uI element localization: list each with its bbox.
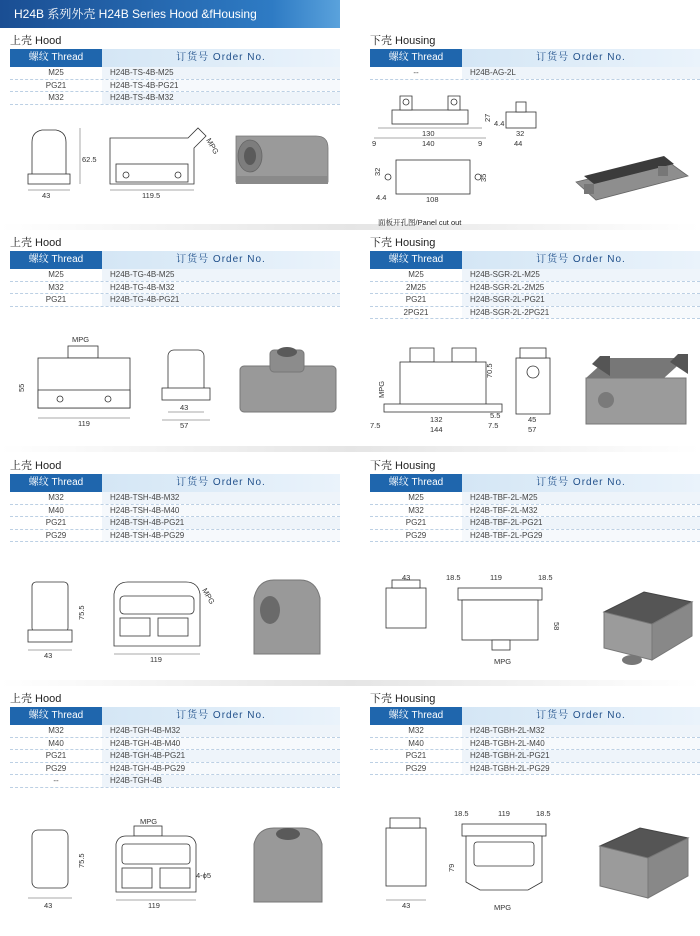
table-row (10, 517, 340, 530)
dim-57-label: 57 (180, 421, 189, 430)
dim-mpg-label: MPG (494, 903, 512, 912)
dim-44-label: 4.4 (494, 119, 505, 128)
order-header: 订货号 Order No. (462, 251, 700, 269)
dim-9-right-label: 9 (478, 139, 483, 148)
dim-44b-label: 44 (514, 139, 523, 148)
dim-9-label: 9 (372, 139, 377, 148)
table-row (10, 725, 340, 738)
table-body (10, 67, 340, 105)
table-body (370, 725, 700, 775)
thread-header: 螺纹 Thread (10, 251, 102, 269)
thread-cell: M32 (48, 726, 64, 735)
order-header: 订货号 Order No. (102, 474, 340, 492)
section-title: 下壳 Housing (370, 460, 436, 472)
table-row (10, 492, 340, 505)
table-row (370, 492, 700, 505)
dim-43-label: 43 (44, 901, 53, 910)
table-row (10, 67, 340, 80)
table-row (370, 67, 700, 80)
order-no-cell: H24B-AG-2L (462, 67, 700, 79)
dim-mpg-label: MPG (200, 586, 217, 606)
thread-cell: M32 (48, 93, 64, 102)
table-body (370, 492, 700, 542)
dim-27-label: 27 (483, 113, 492, 122)
thread-cell: PG21 (45, 751, 67, 760)
housing-section-tbf (370, 459, 700, 542)
table-header (10, 49, 340, 67)
section-divider (0, 680, 700, 686)
table-row (370, 294, 700, 307)
dim-130-label: 130 (422, 129, 435, 138)
order-no-cell: H24B-TSH-4B-PG21 (102, 517, 340, 529)
dim-140-label: 140 (422, 139, 435, 148)
dim-43-label: 43 (402, 901, 411, 910)
order-no-cell: H24B-TS-4B-PG21 (102, 80, 340, 92)
table-row (10, 738, 340, 751)
hood-tg-drawings (10, 330, 350, 432)
thread-cell: PG21 (405, 518, 427, 527)
housing-tbf-drawings (370, 572, 700, 672)
thread-cell: M25 (48, 68, 64, 77)
thread-cell: M25 (408, 493, 424, 502)
order-no-cell: H24B-TBF-2L-PG29 (462, 530, 700, 542)
hood-tg-side-view (168, 350, 204, 394)
thread-cell: PG21 (405, 751, 427, 760)
table-row (370, 282, 700, 295)
hood-tg-photo (240, 366, 336, 412)
section-title: 下壳 Housing (370, 35, 436, 47)
dim-70.5-label: 70.5 (485, 363, 494, 378)
housing-top-view (392, 110, 468, 124)
thread-header: 螺纹 Thread (370, 49, 462, 67)
hood-section-tgh (10, 692, 340, 788)
order-header: 订货号 Order No. (102, 707, 340, 725)
hood-tsh-drawings (10, 574, 350, 668)
order-no-cell: H24B-TGH-4B (102, 775, 340, 787)
dim-mpg-label: MPG (204, 136, 221, 156)
dim-132-label: 132 (430, 415, 443, 424)
dim-length-label: 119.5 (142, 191, 161, 198)
section-divider (0, 446, 700, 452)
section-title: 上壳 Hood (10, 35, 62, 47)
section-title: 下壳 Housing (370, 693, 436, 705)
table-header (370, 474, 700, 492)
dim-57-label: 57 (528, 425, 537, 434)
order-no-cell: H24B-TGH-4B-PG29 (102, 763, 340, 775)
order-no-cell: H24B-SGR-2L-M25 (462, 269, 700, 281)
hood-tgh-side-view (32, 830, 68, 888)
dim-119-label: 119 (148, 901, 160, 910)
table-header (10, 251, 340, 269)
dim-18.5-right-label: 18.5 (536, 809, 551, 818)
hood-section-tg (10, 236, 340, 307)
dim-55-label: 55 (17, 383, 26, 392)
dim-18.5-left-label: 18.5 (446, 573, 461, 582)
dim-119-label: 119 (150, 655, 162, 664)
table-body (370, 67, 700, 80)
housing-tbf-front-view (458, 588, 542, 600)
housing-section-sgr (370, 236, 700, 319)
dim-cut-32-label: 32 (373, 167, 382, 176)
table-body (10, 725, 340, 788)
dim-43-label: 43 (402, 573, 411, 582)
table-row (10, 282, 340, 295)
thread-header: 螺纹 Thread (10, 49, 102, 67)
section-title: 上壳 Hood (10, 237, 62, 249)
table-row (370, 750, 700, 763)
thread-cell: M25 (48, 270, 64, 279)
housing-ag-drawings (370, 92, 700, 222)
order-no-cell: H24B-SGR-2L-PG21 (462, 294, 700, 306)
dim-119-label: 119 (78, 419, 90, 428)
thread-cell: M40 (408, 738, 424, 748)
order-no-cell: H24B-TGH-4B-M32 (102, 725, 340, 737)
order-no-cell: H24B-TBF-2L-M32 (462, 505, 700, 517)
housing-section-ag (370, 34, 700, 80)
order-no-cell: H24B-TBF-2L-M25 (462, 492, 700, 504)
thread-header: 螺纹 Thread (10, 707, 102, 725)
order-no-cell: H24B-TSH-4B-M40 (102, 505, 340, 517)
hood-section-ts (10, 34, 340, 105)
table-row (10, 750, 340, 763)
thread-cell: PG21 (45, 80, 67, 90)
thread-cell: 2M25 (405, 282, 426, 292)
table-row (10, 775, 340, 788)
dim-75.5-label: 75.5 (77, 853, 86, 868)
housing-sgr-drawings (370, 338, 700, 438)
thread-cell: PG21 (45, 295, 67, 304)
table-row (370, 269, 700, 282)
table-body (370, 269, 700, 319)
table-row (370, 738, 700, 751)
thread-header: 螺纹 Thread (370, 707, 462, 725)
hood-tgh-drawings (10, 818, 350, 918)
dim-79-label: 79 (447, 863, 456, 872)
dim-43-label: 43 (180, 403, 189, 412)
order-header: 订货号 Order No. (462, 474, 700, 492)
table-row (10, 505, 340, 518)
table-header (10, 474, 340, 492)
dim-mpg-label: MPG (140, 818, 158, 826)
order-no-cell: H24B-SGR-2L-2M25 (462, 282, 700, 294)
thread-cell: 2PG21 (403, 307, 429, 317)
table-row (10, 269, 340, 282)
dim-32-label: 32 (516, 129, 525, 138)
dim-mpg-label: MPG (72, 335, 90, 344)
order-no-cell: H24B-SGR-2L-2PG21 (462, 307, 700, 319)
section-title: 下壳 Housing (370, 237, 436, 249)
dim-width-label: 43 (42, 191, 51, 198)
section-title: 上壳 Hood (10, 460, 62, 472)
housing-tgbh-front-view (462, 824, 546, 836)
thread-cell: M40 (48, 738, 64, 748)
dim-35-label: 35 (479, 173, 488, 182)
table-row (10, 92, 340, 105)
table-row (10, 80, 340, 93)
dim-18.5-left-label: 18.5 (454, 809, 469, 818)
thread-cell: M32 (48, 493, 64, 502)
table-row (370, 725, 700, 738)
thread-header: 螺纹 Thread (10, 474, 102, 492)
housing-section-tgbh (370, 692, 700, 775)
hood-section-tsh (10, 459, 340, 542)
dim-height-label: 62.5 (82, 155, 97, 164)
order-header: 订货号 Order No. (102, 251, 340, 269)
section-title: 上壳 Hood (10, 693, 62, 705)
housing-tgbh-side-view (386, 828, 426, 886)
table-row (370, 517, 700, 530)
table-row (10, 530, 340, 543)
table-row (370, 530, 700, 543)
thread-cell: M32 (48, 282, 64, 292)
table-header (370, 707, 700, 725)
thread-cell: PG29 (405, 763, 427, 773)
panel-cutout-caption: 面板开孔图/Panel cut out (378, 218, 462, 227)
dim-119-label: 119 (490, 573, 502, 582)
order-header: 订货号 Order No. (102, 49, 340, 67)
order-no-cell: H24B-TGBH-2L-M32 (462, 725, 700, 737)
dim-mpg-label: MPG (377, 380, 386, 398)
table-row (370, 505, 700, 518)
thread-cell: PG21 (45, 518, 67, 527)
order-no-cell: H24B-TGH-4B-PG21 (102, 750, 340, 762)
dim-43-label: 43 (44, 651, 53, 660)
thread-cell: M25 (408, 270, 424, 279)
order-no-cell: H24B-TG-4B-PG21 (102, 294, 340, 306)
dim-119-label: 119 (498, 809, 510, 818)
dim-144-label: 144 (430, 425, 443, 434)
dim-5.5-label: 5.5 (490, 411, 501, 420)
dim-7.5-right-label: 7.5 (488, 421, 499, 430)
table-row (370, 307, 700, 320)
dim-45-label: 45 (528, 415, 537, 424)
hood-ts-drawings (10, 118, 350, 198)
dim-7.5-left-label: 7.5 (370, 421, 381, 430)
order-no-cell: H24B-TGBH-2L-PG29 (462, 763, 700, 775)
thread-cell: PG29 (45, 763, 67, 773)
table-row (10, 294, 340, 307)
order-no-cell: H24B-TBF-2L-PG21 (462, 517, 700, 529)
order-no-cell: H24B-TG-4B-M32 (102, 282, 340, 294)
housing-side-view (506, 112, 536, 128)
order-no-cell: H24B-TS-4B-M32 (102, 92, 340, 104)
order-no-cell: H24B-TSH-4B-PG29 (102, 530, 340, 542)
housing-tbf-side-view (386, 588, 426, 628)
order-no-cell: H24B-TGBH-2L-PG21 (462, 750, 700, 762)
hood-tsh-side-view (32, 582, 68, 632)
dim-mpg-label: MPG (494, 657, 512, 666)
thread-header: 螺纹 Thread (370, 251, 462, 269)
order-header: 订货号 Order No. (462, 49, 700, 67)
order-no-cell: H24B-TSH-4B-M32 (102, 492, 340, 504)
thread-cell: M32 (408, 505, 424, 515)
order-no-cell: H24B-TS-4B-M25 (102, 67, 340, 79)
thread-cell: PG21 (405, 295, 427, 304)
thread-cell: M40 (48, 505, 64, 515)
thread-cell: M32 (408, 726, 424, 735)
table-body (10, 269, 340, 307)
order-no-cell: H24B-TG-4B-M25 (102, 269, 340, 281)
dim-18.5-right-label: 18.5 (538, 573, 553, 582)
thread-cell: PG29 (45, 530, 67, 540)
table-body (10, 492, 340, 542)
dim-holes-label: 4-ϕ5 (196, 871, 212, 880)
housing-sgr-front-view (400, 362, 486, 406)
dim-cut-44-label: 4.4 (376, 193, 387, 202)
dim-75.5-label: 75.5 (77, 605, 86, 620)
dim-108-label: 108 (426, 195, 439, 204)
thread-cell: PG29 (405, 530, 427, 540)
table-header (10, 707, 340, 725)
table-row (370, 763, 700, 776)
order-no-cell: H24B-TGBH-2L-M40 (462, 738, 700, 750)
table-header (370, 251, 700, 269)
thread-cell: -- (53, 776, 59, 785)
section-divider (0, 224, 700, 230)
thread-cell: -- (413, 68, 419, 77)
table-header (370, 49, 700, 67)
table-row (10, 763, 340, 776)
order-header: 订货号 Order No. (462, 707, 700, 725)
order-no-cell: H24B-TGH-4B-M40 (102, 738, 340, 750)
thread-header: 螺纹 Thread (370, 474, 462, 492)
dim-58-label: 58 (552, 622, 561, 631)
housing-tgbh-drawings (370, 806, 700, 918)
panel-cutout-view (396, 160, 470, 194)
page-banner: H24B 系列外壳 H24B Series Hood &fHousing (0, 0, 340, 28)
